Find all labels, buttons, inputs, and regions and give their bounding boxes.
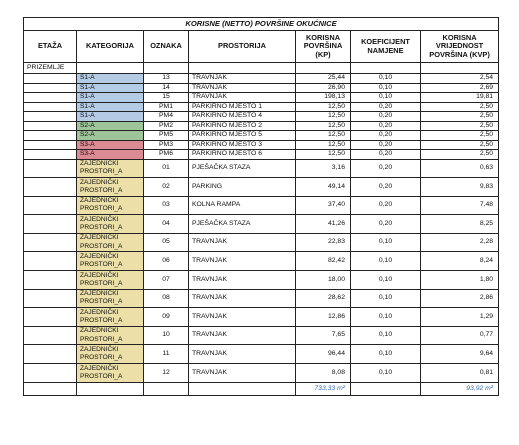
korisna-povrsina-cell: 12,50	[296, 102, 351, 112]
oznaka-cell: PM2	[144, 121, 189, 131]
kategorija-cell: ZAJEDNIČKI PROSTORI_A	[77, 215, 144, 234]
oznaka-cell: PM3	[144, 140, 189, 150]
table-row	[24, 112, 499, 122]
header-kategorija: KATEGORIJA	[77, 31, 144, 63]
section-empty-cell	[77, 63, 144, 74]
table-row	[24, 364, 499, 383]
oznaka-cell: 01	[144, 159, 189, 178]
kvp-cell: 0,63	[421, 159, 499, 178]
section-empty-cell	[351, 63, 421, 74]
table-row	[24, 102, 499, 112]
etaza-cell	[24, 271, 77, 290]
prostorija-cell: TRAVNJAK	[189, 252, 296, 271]
oznaka-cell: PM6	[144, 150, 189, 160]
prostorija-cell: TRAVNJAK	[189, 289, 296, 308]
etaza-cell	[24, 74, 77, 84]
totals-empty-cell	[24, 382, 77, 395]
oznaka-cell: 05	[144, 233, 189, 252]
etaza-cell	[24, 252, 77, 271]
oznaka-cell: 14	[144, 83, 189, 93]
header-oznaka: OZNAKA	[144, 31, 189, 63]
etaza-cell	[24, 102, 77, 112]
etaza-cell	[24, 83, 77, 93]
oznaka-cell: 10	[144, 326, 189, 345]
table-row	[24, 74, 499, 84]
table-row	[24, 159, 499, 178]
kategorija-cell: S3-A	[77, 140, 144, 150]
kategorija-cell: ZAJEDNIČKI PROSTORI_A	[77, 308, 144, 327]
oznaka-cell: PM5	[144, 131, 189, 141]
prostorija-cell: PARKIRNO MJESTO 1	[189, 102, 296, 112]
kategorija-cell: S2-A	[77, 121, 144, 131]
koeficijent-cell: 0,10	[351, 308, 421, 327]
korisna-povrsina-cell: 12,50	[296, 112, 351, 122]
oznaka-cell: 02	[144, 178, 189, 197]
korisna-povrsina-cell: 3,16	[296, 159, 351, 178]
koeficijent-cell: 0,10	[351, 93, 421, 103]
korisna-povrsina-cell: 8,08	[296, 364, 351, 383]
kategorija-cell: ZAJEDNIČKI PROSTORI_A	[77, 233, 144, 252]
oznaka-cell: 11	[144, 345, 189, 364]
table-row	[24, 83, 499, 93]
kvp-cell: 2,28	[421, 233, 499, 252]
kategorija-cell: S1-A	[77, 74, 144, 84]
kategorija-cell: S1-A	[77, 83, 144, 93]
header-kvp: KORISNA VRIJEDNOST POVRŠINA (KVP)	[421, 31, 499, 63]
header-etaza: ETAŽA	[24, 31, 77, 63]
kvp-cell: 2,86	[421, 289, 499, 308]
kvp-cell: 9,64	[421, 345, 499, 364]
etaza-cell	[24, 196, 77, 215]
table-row	[24, 233, 499, 252]
kvp-cell: 7,48	[421, 196, 499, 215]
area-table-sheet	[23, 17, 498, 396]
kategorija-cell: ZAJEDNIČKI PROSTORI_A	[77, 326, 144, 345]
kategorija-cell: ZAJEDNIČKI PROSTORI_A	[77, 178, 144, 197]
kategorija-cell: S1-A	[77, 102, 144, 112]
koeficijent-cell: 0,20	[351, 178, 421, 197]
section-row	[24, 63, 499, 74]
kvp-cell: 2,50	[421, 140, 499, 150]
table-title-row	[24, 18, 499, 31]
kvp-cell: 0,81	[421, 364, 499, 383]
totals-row	[24, 382, 499, 395]
kategorija-cell: ZAJEDNIČKI PROSTORI_A	[77, 196, 144, 215]
kvp-cell: 8,25	[421, 215, 499, 234]
kategorija-cell: S3-A	[77, 150, 144, 160]
kvp-cell: 2,50	[421, 102, 499, 112]
etaza-cell	[24, 364, 77, 383]
kvp-cell: 8,24	[421, 252, 499, 271]
etaza-cell	[24, 345, 77, 364]
koeficijent-cell: 0,20	[351, 121, 421, 131]
kvp-cell: 2,50	[421, 121, 499, 131]
koeficijent-cell: 0,10	[351, 289, 421, 308]
oznaka-cell: 07	[144, 271, 189, 290]
prostorija-cell: PARKIRNO MJESTO 3	[189, 140, 296, 150]
table-row	[24, 196, 499, 215]
prostorija-cell: TRAVNJAK	[189, 364, 296, 383]
prostorija-cell: TRAVNJAK	[189, 271, 296, 290]
table-row	[24, 215, 499, 234]
korisna-povrsina-cell: 12,50	[296, 131, 351, 141]
kategorija-cell: ZAJEDNIČKI PROSTORI_A	[77, 289, 144, 308]
etaza-cell	[24, 215, 77, 234]
oznaka-cell: PM4	[144, 112, 189, 122]
totals-empty-cell	[77, 382, 144, 395]
koeficijent-cell: 0,20	[351, 215, 421, 234]
oznaka-cell: 04	[144, 215, 189, 234]
kvp-cell: 2,69	[421, 83, 499, 93]
korisna-povrsina-cell: 198,13	[296, 93, 351, 103]
koeficijent-cell: 0,10	[351, 74, 421, 84]
prostorija-cell: KOLNA RAMPA	[189, 196, 296, 215]
header-korisna-povrsina: KORISNA POVRŠINA (KP)	[296, 31, 351, 63]
koeficijent-cell: 0,20	[351, 150, 421, 160]
oznaka-cell: 09	[144, 308, 189, 327]
koeficijent-cell: 0,10	[351, 83, 421, 93]
korisna-povrsina-cell: 49,14	[296, 178, 351, 197]
koeficijent-cell: 0,20	[351, 196, 421, 215]
kategorija-cell: ZAJEDNIČKI PROSTORI_A	[77, 252, 144, 271]
section-empty-cell	[421, 63, 499, 74]
korisna-povrsina-cell: 37,40	[296, 196, 351, 215]
koeficijent-cell: 0,10	[351, 271, 421, 290]
prostorija-cell: PARKIRNO MJESTO 5	[189, 131, 296, 141]
koeficijent-cell: 0,10	[351, 364, 421, 383]
table-row	[24, 326, 499, 345]
etaza-cell	[24, 150, 77, 160]
prostorija-cell: TRAVNJAK	[189, 345, 296, 364]
header-prostorija: PROSTORIJA	[189, 31, 296, 63]
korisna-povrsina-cell: 7,65	[296, 326, 351, 345]
table-row	[24, 131, 499, 141]
kvp-cell: 9,83	[421, 178, 499, 197]
prostorija-cell: PJEŠAČKA STAZA	[189, 215, 296, 234]
section-empty-cell	[189, 63, 296, 74]
table-row	[24, 121, 499, 131]
prostorija-cell: PARKIRNO MJESTO 2	[189, 121, 296, 131]
kategorija-cell: ZAJEDNIČKI PROSTORI_A	[77, 345, 144, 364]
oznaka-cell: 06	[144, 252, 189, 271]
etaza-cell	[24, 121, 77, 131]
etaza-cell	[24, 178, 77, 197]
etaza-cell	[24, 131, 77, 141]
oznaka-cell: 12	[144, 364, 189, 383]
table-body	[24, 63, 499, 383]
korisna-povrsina-cell: 41,26	[296, 215, 351, 234]
korisna-povrsina-cell: 18,00	[296, 271, 351, 290]
table-row	[24, 140, 499, 150]
kategorija-cell: S1-A	[77, 93, 144, 103]
prostorija-cell: TRAVNJAK	[189, 83, 296, 93]
etaza-cell	[24, 140, 77, 150]
koeficijent-cell: 0,20	[351, 140, 421, 150]
table-row	[24, 178, 499, 197]
etaza-cell	[24, 308, 77, 327]
oznaka-cell: 13	[144, 74, 189, 84]
korisna-povrsina-cell: 26,90	[296, 83, 351, 93]
prostorija-cell: PARKIRNO MJESTO 4	[189, 112, 296, 122]
prostorija-cell: TRAVNJAK	[189, 93, 296, 103]
kvp-cell: 2,50	[421, 150, 499, 160]
korisna-povrsina-cell: 96,44	[296, 345, 351, 364]
table-row	[24, 93, 499, 103]
kvp-cell: 0,77	[421, 326, 499, 345]
etaza-cell	[24, 289, 77, 308]
table-row	[24, 271, 499, 290]
kvp-cell: 19,81	[421, 93, 499, 103]
korisna-povrsina-cell: 25,44	[296, 74, 351, 84]
prostorija-cell: TRAVNJAK	[189, 326, 296, 345]
korisna-povrsina-cell: 12,50	[296, 121, 351, 131]
koeficijent-cell: 0,10	[351, 233, 421, 252]
oznaka-cell: 15	[144, 93, 189, 103]
totals-empty-cell	[144, 382, 189, 395]
koeficijent-cell: 0,20	[351, 159, 421, 178]
table-row	[24, 150, 499, 160]
section-empty-cell	[296, 63, 351, 74]
header-koeficijent: KOEFICIJENT NAMJENE	[351, 31, 421, 63]
korisna-povrsina-cell: 12,86	[296, 308, 351, 327]
korisna-povrsina-cell: 12,50	[296, 150, 351, 160]
totals-empty-cell	[351, 382, 421, 395]
oznaka-cell: PM1	[144, 102, 189, 112]
prostorija-cell: TRAVNJAK	[189, 233, 296, 252]
section-label: PRIZEMLJE	[24, 63, 77, 74]
table-row	[24, 345, 499, 364]
koeficijent-cell: 0,20	[351, 102, 421, 112]
etaza-cell	[24, 112, 77, 122]
oznaka-cell: 08	[144, 289, 189, 308]
prostorija-cell: TRAVNJAK	[189, 308, 296, 327]
prostorija-cell: PJEŠAČKA STAZA	[189, 159, 296, 178]
etaza-cell	[24, 93, 77, 103]
kategorija-cell: ZAJEDNIČKI PROSTORI_A	[77, 364, 144, 383]
kvp-cell: 1,29	[421, 308, 499, 327]
table-row	[24, 308, 499, 327]
total-korisna-povrsina: 733,33 m²	[296, 382, 351, 395]
etaza-cell	[24, 233, 77, 252]
koeficijent-cell: 0,20	[351, 131, 421, 141]
table-row	[24, 289, 499, 308]
total-kvp: 93,92 m²	[421, 382, 499, 395]
kvp-cell: 2,50	[421, 112, 499, 122]
prostorija-cell: PARKIRNO MJESTO 6	[189, 150, 296, 160]
table-header-row	[24, 31, 499, 63]
prostorija-cell: PARKING	[189, 178, 296, 197]
koeficijent-cell: 0,10	[351, 326, 421, 345]
kvp-cell: 1,80	[421, 271, 499, 290]
koeficijent-cell: 0,10	[351, 345, 421, 364]
table-title: KORISNE (NETTO) POVRŠINE OKUĆNICE	[24, 18, 499, 31]
kategorija-cell: ZAJEDNIČKI PROSTORI_A	[77, 159, 144, 178]
etaza-cell	[24, 326, 77, 345]
etaza-cell	[24, 159, 77, 178]
table-row	[24, 252, 499, 271]
korisna-povrsina-cell: 28,62	[296, 289, 351, 308]
kategorija-cell: ZAJEDNIČKI PROSTORI_A	[77, 271, 144, 290]
area-table	[23, 17, 499, 396]
koeficijent-cell: 0,10	[351, 252, 421, 271]
section-empty-cell	[144, 63, 189, 74]
totals-empty-cell	[189, 382, 296, 395]
oznaka-cell: 03	[144, 196, 189, 215]
kategorija-cell: S1-A	[77, 112, 144, 122]
korisna-povrsina-cell: 82,42	[296, 252, 351, 271]
prostorija-cell: TRAVNJAK	[189, 74, 296, 84]
kvp-cell: 2,54	[421, 74, 499, 84]
kvp-cell: 2,50	[421, 131, 499, 141]
kategorija-cell: S2-A	[77, 131, 144, 141]
korisna-povrsina-cell: 12,50	[296, 140, 351, 150]
koeficijent-cell: 0,20	[351, 112, 421, 122]
korisna-povrsina-cell: 22,83	[296, 233, 351, 252]
